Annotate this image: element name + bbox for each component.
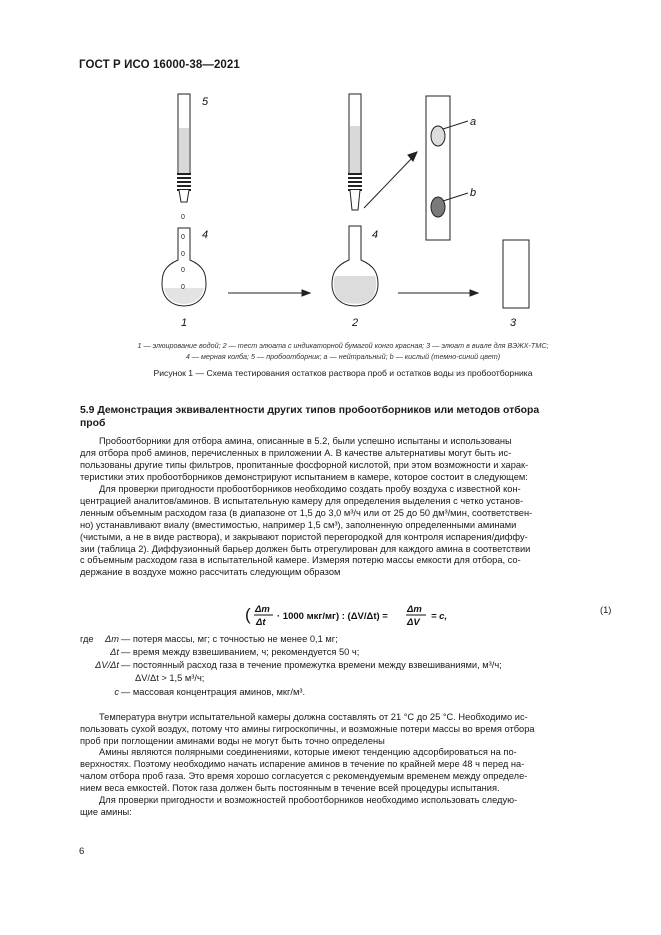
label-4a: 4 — [202, 229, 209, 241]
section-title: 5.9 Демонстрация эквивалентности других типов пробоотборников или методов отбора проб — [80, 405, 540, 429]
where-symbol: Δt — [110, 647, 119, 657]
label-1: 1 — [181, 317, 188, 329]
paragraph-5: Для проверки пригодности и возможностей пробоотборников необходимо использовать следую- щие амины: — [80, 795, 518, 817]
where-symbol: Δm — [105, 634, 119, 644]
label-3: 3 — [510, 317, 517, 329]
where-symbol: ΔV/Δt — [95, 660, 119, 670]
formula-tail: = c, — [431, 611, 448, 622]
where-symbol: c — [114, 687, 119, 697]
drop-label: 0 — [181, 284, 185, 291]
figure-caption: Рисунок 1 — Схема тестирования остатков раствора проб и остатков воды из пробоотборника — [153, 368, 533, 378]
formula-right-num: Δm — [407, 604, 422, 615]
page-number: 6 — [79, 846, 85, 857]
arrow-to-indicator — [364, 152, 417, 208]
figure-legend-line-2: 4 — мерная колба; 5 — пробоотборник; a — нейтральный; b — кислый (темно-синий цвет) — [185, 352, 501, 361]
drop-label: 0 — [181, 251, 185, 258]
svg-text:(: ( — [245, 605, 251, 624]
paragraph-1: Пробоотборники для отбора амина, описанные в 5.2, были успешно испытаны и использованы для отбора проб аминов, перечисленных в приложении А. В качестве альтернативы могут быть ис- пользованы другие типы фильтров, пропитанные фосфорной кислотой, при этом возможности и харак- теристики этих пробоотборников демонстрируют испытанием в камере, которое состоит в следующем: — [80, 436, 529, 482]
arrow-1-to-2 — [228, 290, 310, 296]
where-text: — потеря массы, мг; с точностью не менее 0,1 мг; — [121, 634, 338, 644]
arrow-2-to-3 — [398, 290, 478, 296]
paragraph-2: Для проверки пригодности пробоотборников необходимо создать пробу воздуха с известной кон- центрацией аналитов/аминов. В испытательную камеру для определения выделения с четко установ- ленным объемным расходом газа (в диапазоне от 1,5 до 3,0 м³/ч или от 25 до 50 дм³/мин, соответствен- но) устанавливают виалу (вместимостью, например 1,5 см³), заполненную определенными аминами (чистыми, а не в виде раствора), и закрывают пористой перегородкой для контроля испарения/диффу- зии (таблица 2). Диффузионный барьер должен быть отрегулирован для каждого амина в соответствии с объемным расходом газа в испытательной камере. Измеряя потерю массы емкости для отбора, со- держание в воздухе можно рассчитать следующим образом — [80, 484, 533, 578]
figure-legend-line-1: 1 — элюирование водой; 2 — тест элюата с индикаторной бумагой конго красная; 3 — элюат в виале для ВЭЖХ-ТМС; — [137, 341, 549, 350]
where-text-cont: ΔV/Δt > 1,5 м³/ч; — [135, 673, 205, 683]
equation-number: (1) — [600, 605, 612, 615]
drop-label: 0 — [181, 234, 185, 241]
where-text: — постоянный расход газа в течение промежутка времени между взвешиваниями, м³/ч; — [121, 660, 502, 670]
label-2: 2 — [352, 317, 359, 329]
where-text: — массовая концентрация аминов, мкг/м³. — [121, 687, 306, 697]
sampler-tube-2 — [348, 94, 362, 210]
sampler-tube-1 — [177, 94, 191, 202]
drop-label: 0 — [181, 267, 185, 274]
paragraph-4: Амины являются полярными соединениями, которые имеют тенденцию адсорбироваться на по- верхностях. Поэтому необходимо начать испарение аминов в течение по крайней мере 48 ч перед на- чалом отбора проб газа. Это время хорошо согласуется с рекомендуемым временем между определе- нием веса емкостей. Поток газа должен быть постоянным в течение всей процедуры испытания. — [80, 747, 528, 793]
where-block — [80, 633, 615, 703]
indicator-paper — [426, 96, 468, 240]
where-text: — время между взвешиванием, ч; рекомендуется 50 ч; — [121, 647, 360, 657]
document-header: ГОСТ Р ИСО 16000-38—2021 — [79, 59, 240, 71]
label-b: b — [470, 187, 477, 199]
label-a: a — [470, 116, 477, 128]
paragraph-3: Температура внутри испытательной камеры должна составлять от 21 °C до 25 °C. Необходимо ис- пользовать сухой воздух, потому что амины гигроскопичны, и возможные потери массы во время отбора проб при поглощении аминами воды не могут быть точно определены — [80, 712, 535, 746]
formula-mid: · 1000 мкг/мг) : (ΔV/Δt) = — [277, 611, 388, 622]
formula-right-den: ΔV — [407, 617, 420, 628]
drop-label: 0 — [181, 214, 185, 221]
hplc-vial — [503, 240, 529, 308]
label-5: 5 — [202, 96, 209, 108]
formula-left-num: Δm — [255, 604, 270, 615]
formula-1 — [245, 602, 485, 628]
label-4b: 4 — [372, 229, 379, 241]
figure-diagram — [150, 88, 570, 338]
formula-left-den: Δt — [256, 617, 266, 628]
where-prefix: где — [80, 634, 94, 644]
